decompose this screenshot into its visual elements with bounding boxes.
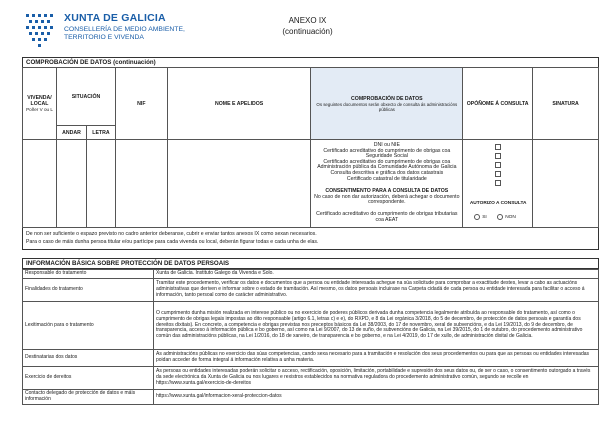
- cell-andar[interactable]: [56, 140, 86, 228]
- col-letra: LETRA: [86, 126, 115, 140]
- option-catastro-descritiva: Consulta descritiva e gráfica dos datos catastrais: [330, 169, 444, 176]
- col-comprobacion: [311, 68, 463, 140]
- value-contacto[interactable]: https://www.xunta.gal/informacion-xeral-proteccion-datos: [154, 390, 599, 405]
- cell-sinatura[interactable]: [533, 140, 599, 228]
- cell-vivenda[interactable]: [23, 140, 57, 228]
- label-dereitos: Exercicio de dereitos: [23, 367, 154, 390]
- radio-non-label: NON: [505, 215, 516, 220]
- checkbox-xunta-obrigas[interactable]: [495, 162, 501, 168]
- col-sinatura: SINATURA: [533, 68, 599, 140]
- consent-text: No caso de non dar autorización, deberá achegar o documento correspondente.: [314, 193, 460, 206]
- checkbox-catastro-titularidade[interactable]: [495, 180, 501, 186]
- option-seguridade-social: Certificado acreditativo do cumprimento de obrigas coa Seguridade Social: [323, 147, 451, 160]
- col-oposicion: OPÓÑOME Á CONSULTA: [463, 68, 533, 140]
- consent-title: CONSENTIMENTO PARA A CONSULTA DE DATOS: [325, 188, 449, 195]
- label-lexitimacion: Lexitimación para o tratamento: [23, 302, 154, 350]
- radio-si[interactable]: [474, 214, 480, 220]
- privacy-row: [23, 302, 599, 350]
- value-destinatarias: As administracións públicas no exercicio das súas competencias, cando sexa necesario para a tramitación e resolución dos seus procedementos ou para que as persoas ou entidades interesadas poidan acceder de forma integral á información relativa a unha materia.: [154, 350, 599, 367]
- label-responsable: Responsable do tratamento: [23, 270, 154, 279]
- label-contacto: Contacto delegado de protección de datos e máis información: [23, 390, 154, 405]
- option-aeat: Certificado acreditativo do cumprimento de obrigas tributarias coa AEAT: [316, 210, 458, 223]
- privacy-table: [22, 269, 599, 405]
- col-vivenda: [23, 68, 57, 140]
- value-lexitimacion: O cumprimento dunha misión realizada en interese público ou no exercicio de poderes públicos derivada dunha competencia legalmente atribuída ao responsable do tratamento, así como o cumprimento de obrigas legais impostas ao dito responsable (artigo 6.1, letras c) e e), do RXPD, e 8 da Lei orgánica 3/2018, do 5 de decembro, de protección de datos persoais e garantía dos dereitos dixitais). En concreto, a competencia e obrigas previstas nos preceptos básicos da Lei 38/2003, do 17 de novembro, xeral de subvencións, e da Lei 19/2013, do 9 de decembro, de transparencia, acceso á información pública e bo goberno, así como na Lei 9/2007, do 13 de xuño, de subvencións de Galicia, na Lei 39/2015, do 1 de outubro, do procedemento administrativo común das administracións públicas, na Lei 1/2016, do 18 de xaneiro, de transparencia e bo goberno, e na Lei 4/2019, do 17 de xullo, de administración dixital de Galicia.: [154, 302, 599, 350]
- col-vivenda-label: VIVENDA/ LOCAL: [27, 95, 52, 107]
- radio-si-label: SI: [482, 215, 487, 220]
- col-comprobacion-sub: Os seguintes documentos serán obxecto de consulta ás administracións públicas: [316, 101, 458, 112]
- note-space: De non ser suficiente o espazo previsto no cadro anterior deberanse, cubrir e enviar tantos anexos IX como sexan necesarios.: [26, 231, 317, 237]
- annex-subtitle: (continuación): [282, 27, 333, 36]
- checkbox-seguridade-social[interactable]: [495, 153, 501, 159]
- data-check-table: [22, 67, 599, 228]
- note-multiple: Para o caso de máis dunha persoa titular e/ou partícipe para cada vivenda ou local, deberán figurar todas e cada unha de elas.: [26, 239, 319, 245]
- org-title: XUNTA DE GALICIA: [64, 12, 166, 24]
- annex-title: ANEXO IX: [288, 16, 327, 25]
- label-destinatarias: Destinatarias dos datos: [23, 350, 154, 367]
- privacy-row: [23, 279, 599, 302]
- section-title-privacy: INFORMACIÓN BÁSICA SOBRE PROTECCIÓN DE DATOS PERSOAIS: [26, 260, 230, 267]
- col-nome: NOME E APELIDOS: [167, 68, 311, 140]
- col-comprobacion-label: COMPROBACIÓN DE DATOS: [351, 95, 423, 102]
- cell-oposicion: [463, 140, 533, 228]
- option-catastro-titularidade: Certificado catastral de titularidade: [346, 175, 427, 182]
- cell-options: [311, 140, 463, 228]
- autorizo-label: AUTORIZO A CONSULTA: [469, 201, 527, 206]
- checkbox-dni[interactable]: [495, 144, 501, 150]
- label-finalidades: Finalidades do tratamento: [23, 279, 154, 302]
- col-vivenda-sub: Poñer V ou L: [26, 107, 53, 112]
- privacy-row: [23, 390, 599, 405]
- checkbox-catastro-descritiva[interactable]: [495, 171, 501, 177]
- value-finalidades: Tramitar este procedemento, verificar os datos e documentos que a persoa ou entidade interesada achegue na súa solicitude para comprobar a exactitude destes, levar a cabo as actuacións administrativas que deriven e informar sobre o estado de tramitación. Así mesmo, os datos persoais incluirase na Carpeta cidadá de cada persoa ou entidade interesada para facilitar o acceso á información, tanto persoal como de carácter administrativo.: [154, 279, 599, 302]
- org-subtitle-line1: CONSELLERÍA DE MEDIO AMBIENTE,: [64, 26, 185, 33]
- col-nif: NIF: [115, 68, 167, 140]
- cell-letra[interactable]: [86, 140, 115, 228]
- col-andar: ANDAR: [56, 126, 86, 140]
- col-situacion: SITUACIÓN: [56, 68, 115, 126]
- privacy-row: [23, 367, 599, 390]
- privacy-row: [23, 270, 599, 279]
- privacy-row: [23, 350, 599, 367]
- value-responsable: Xunta de Galicia. Instituto Galego da Vivenda e Solo.: [154, 270, 599, 279]
- cell-nif[interactable]: [115, 140, 167, 228]
- section-title-data-check: COMPROBACIÓN DE DATOS (continuación): [26, 59, 156, 66]
- option-xunta-obrigas: Certificado acreditativo do cumprimento de obrigas coa Administración pública da Comunidade Autónoma de Galicia: [317, 158, 457, 171]
- option-dni: DNI ou NIE: [373, 142, 400, 148]
- cell-nome[interactable]: [167, 140, 311, 228]
- value-dereitos: As persoas ou entidades interesadas poderán solicitar o acceso, rectificación, oposición, limitación, portabilidade e supresión dos seus datos ou, de ser o caso, o consentimento outorgado a través da sede electrónica da Xunta de Galicia ou nos lugares e rexistros establecidos na normativa reguladora do procedemento administrativo común, segundo se recolle en https://www.xunta.gal/exercicio-de-dereitos: [154, 367, 599, 390]
- org-subtitle-line2: TERRITORIO E VIVENDA: [64, 34, 144, 41]
- radio-non[interactable]: [497, 214, 503, 220]
